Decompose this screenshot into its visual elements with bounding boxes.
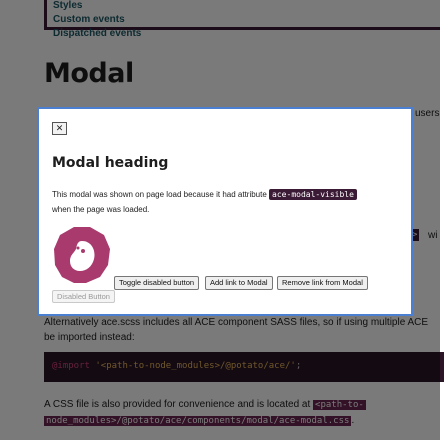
remove-link-button[interactable]: Remove link from Modal — [277, 276, 368, 290]
modal-heading: Modal heading — [52, 155, 169, 171]
modal-description — [52, 187, 402, 217]
add-link-button[interactable]: Add link to Modal — [205, 276, 273, 290]
modal-text-before: This modal was shown on page load because it had attribute — [52, 190, 267, 199]
attribute-chip: ace-modal-visible — [269, 189, 357, 200]
modal-dialog — [37, 107, 413, 316]
modal-text-after: when the page was loaded. — [52, 205, 150, 214]
close-button[interactable]: ✕ — [52, 122, 67, 135]
potato-logo-icon — [52, 225, 112, 285]
toggle-disabled-button[interactable]: Toggle disabled button — [114, 276, 199, 290]
disabled-button: Disabled Button — [52, 290, 115, 303]
